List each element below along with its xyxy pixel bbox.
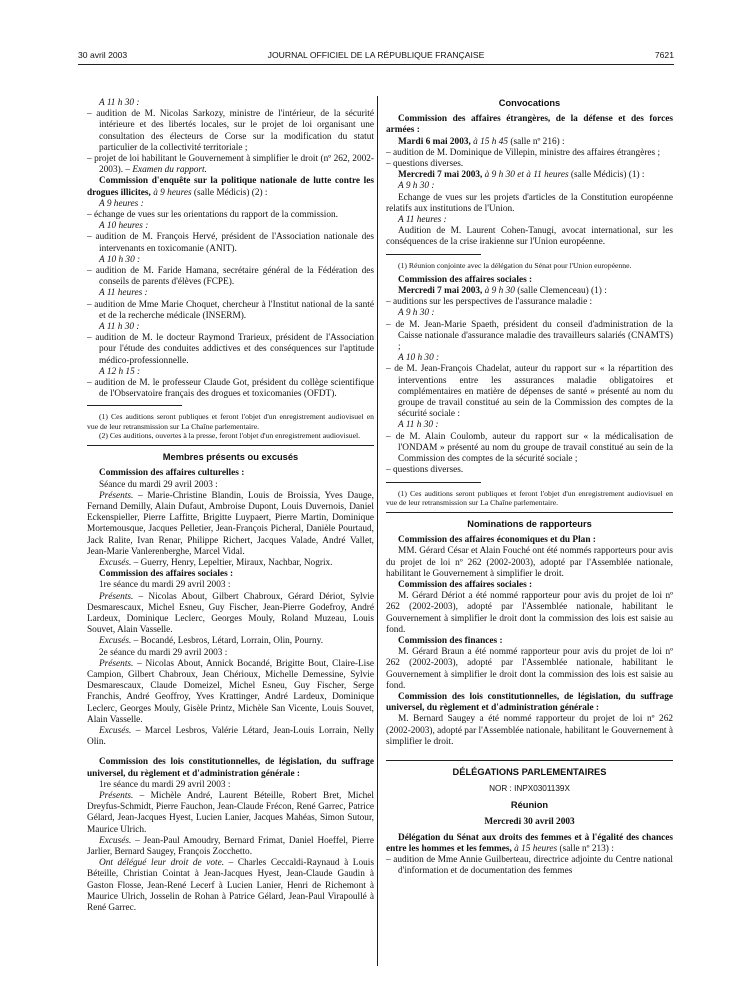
agenda-item: – audition de M. François Hervé, président de l'Association nationale des intervenants en toxicomanie (ANIT). <box>87 232 374 254</box>
header-date: 30 avril 2003 <box>78 50 128 60</box>
agenda-text: Echange de vues sur les projets d'articles de la Constitution européenne relatifs aux institutions de l'Union. <box>386 192 673 214</box>
time-label: A 11 heures : <box>398 215 447 226</box>
header-page-number: 7621 <box>654 50 674 60</box>
nomination-text: M. Bernard Saugey a été nommé rapporteur du projet de loi nº 262 (2002-2003), adopté par l'Assemblée nationale, habilitant le Gouvernement à simplifier le droit. <box>386 714 673 747</box>
social-schedule <box>386 308 673 465</box>
commission-heading: Commission des affaires étrangères, de la défense et des forces armées : <box>386 114 673 136</box>
agenda-item: – audition de M. le docteur Raymond Trarieux, président de l'Association pour l'étude des conduites addictives et des conséquences sur l'aptitude médico-professionnelle. <box>87 333 374 366</box>
time-label: A 9 h 30 : <box>398 308 435 319</box>
time-label: A 9 h 30 : <box>398 181 435 192</box>
agenda-item: – questions diverses. <box>386 159 464 170</box>
section-rule <box>386 512 673 513</box>
presents-list: Présents. – Nicolas About, Gilbert Chabroux, Gérard Dériot, Sylvie Desmarescaux, Michel Esneu, Guy Fischer, Jean-Pierre Godefroy, André Lardeux, Dominique Leclerc, Georges Mouly, Roland Muzeau, Louis Souvet, Alain Vasselle. <box>87 591 374 636</box>
presents-list: Présents. – Marie-Christine Blandin, Louis de Broissia, Yves Dauge, Fernand Demilly, Alain Dufaut, Ambroise Dupont, Louis Duvernois, Daniel Eckenspieller, Pierre Laffitte, Brigitte Luypaert, Pierre Martin, Dominique Mortemousque, Jacques Pelletier, Jean-François Picheral, Danièle Pourtaud, Jack Ralite, Ivan Renar, Philippe Richert, Jacques Valade, André Vallet, Jean-Marie Vanlerenberghe, Marcel Vidal. <box>87 490 374 557</box>
agenda-item: – échange de vues sur les orientations du rapport de la commission. <box>87 210 338 221</box>
section-heading-membres: Membres présents ou excusés <box>162 452 299 463</box>
presents-list: Présents. – Nicolas About, Annick Bocandé, Brigitte Bout, Claire-Lise Campion, Gilbert Chabroux, Jean Chérioux, Michelle Demessine, Sylvie Desmarescaux, Claude Domeizel, Michel Esneu, Guy Fischer, Serge Franchis, André Geoffroy, Yves Krattinger, André Lardeux, Dominique Leclerc, Georges Mouly, Gisèle Printz, Michèle San Vicente, Louis Souvet, Alain Vasselle. <box>87 658 374 725</box>
reunion-date: Mercredi 30 avril 2003 <box>484 816 575 827</box>
header-rule <box>78 64 674 65</box>
commission-heading: Commission des lois constitutionnelles, de législation, du suffrage universel, du règlement et d'administration générale : <box>386 691 673 714</box>
time-label: A 11 h 30 : <box>99 98 140 108</box>
presents-list: Présents. – Michèle André, Laurent Béteille, Robert Bret, Michel Dreyfus-Schmidt, Pierre Fauchon, Jean-Claude Frécon, René Garrec, Patrice Gélard, Jean-Jacques Hyest, Lucien Lanier, Jacques Mahéas, Simon Sutour, Maurice Ulrich. <box>87 790 374 835</box>
agenda-item: – de M. Jean-Marie Spaeth, président du conseil d'administration de la Caisse nationale d'assurance maladie des travailleurs salariés (CNAMTS) ; <box>386 319 673 353</box>
agenda-item: – audition de M. Dominique de Villepin, ministre des affaires étrangères ; <box>386 147 661 158</box>
nomination-text: M. Gérard Dériot a été nommé rapporteur pour avis du projet de loi nº 262 (2002-2003), adopté par l'Assemblée nationale, habilitant le Gouvernement à simplifier le droit dont la commission des lois est saisie au fond. <box>386 591 673 635</box>
footnote-rule <box>386 482 481 483</box>
footnote-rule <box>87 405 182 406</box>
agenda-item: – audition de M. Nicolas Sarkozy, ministre de l'intérieur, de la sécurité intérieure et des libertés locales, sur le projet de loi organisant une consultation des électeurs de Corse sur la modification du statut particulier de la collectivité territoriale ; <box>87 109 374 153</box>
column-divider <box>377 96 378 966</box>
time-label: A 12 h 15 : <box>99 366 141 377</box>
excuses-list: Excusés. – Marcel Lesbros, Valérie Létard, Jean-Louis Lorrain, Nelly Olin. <box>87 725 374 748</box>
left-column <box>87 98 374 914</box>
page-header <box>78 50 674 64</box>
nomination-text: MM. Gérard César et Alain Fouché ont été nommés rapporteurs pour avis du projet de loi nº 262 (2002-2003), adopté par l'Assemblée nationale, habilitant le Gouvernement à simplifier le droit. <box>386 546 673 579</box>
meeting-date: Mardi 6 mai 2003, à 15 h 45 (salle nº 216) : <box>398 136 565 147</box>
section-heading-convocations: Convocations <box>498 98 561 108</box>
section-rule <box>87 445 374 446</box>
commission-heading: Commission des affaires sociales : <box>99 569 234 580</box>
time-label: A 10 h 30 : <box>99 254 141 265</box>
agenda-text: Audition de M. Laurent Cohen-Tanugi, avocat international, sur les conséquences de la crise irakienne sur l'Union européenne. <box>386 226 673 248</box>
section-rule <box>386 760 673 761</box>
excuses-list: Excusés. – Bocandé, Lesbros, Létard, Lorrain, Olin, Pourny. <box>99 636 324 647</box>
footnote: (1) Ces auditions seront publiques et feront l'objet d'un enregistrement audiovisuel en vue de leur retransmission sur La Chaîne parlementaire. <box>87 412 374 431</box>
time-label: A 9 heures : <box>99 198 144 209</box>
agenda-item: – audition de Mme Annie Guilberteau, directrice adjointe du Centre national d'information et de documentation des femmes <box>386 855 673 877</box>
delegation-heading: Délégation du Sénat aux droits des femmes et à l'égalité des chances entre les hommes et les femmes, à 15 heures (salle nº 213) : <box>386 832 673 854</box>
agenda-item: – projet de loi habilitant le Gouvernement à simplifier le droit (nº 262, 2002-2003). – Examen du rapport. <box>87 154 374 176</box>
nor-reference: NOR : INPX0301139X <box>489 784 570 794</box>
time-label: A 10 heures : <box>99 221 149 232</box>
agenda-item: – de M. Jean-François Chadelat, auteur du rapport sur « la répartition des interventions entre les assurances maladie obligatoires et complémentaires en matière de dépenses de santé » présenté au nom du groupe de travail constitué au sein de la Commission des comptes de la sécurité sociale : <box>386 364 673 420</box>
time-label: A 11 h 30 : <box>99 322 140 333</box>
footnote: (2) Ces auditions, ouvertes à la presse, feront l'objet d'un enregistrement audiovisuel. <box>99 430 361 440</box>
seance-label: 2e séance du mardi 29 avril 2003 : <box>99 647 228 658</box>
nomination-text: M. Gérard Braun a été nommé rapporteur pour avis du projet de loi nº 262 (2002-2003), adopté par l'Assemblée nationale, habilitant le Gouvernement à simplifier le droit dont la commission des lois est saisie au fond. <box>386 647 673 691</box>
agenda-item: – audition de M. le professeur Claude Got, président du collège scientifique de l'Observatoire français des drogues et toxicomanies (OFDT). <box>87 378 374 400</box>
excuses-list: Excusés. – Guerry, Henry, Lepeltier, Miraux, Nachbar, Nogrix. <box>99 557 333 568</box>
agenda-item: – auditions sur les perspectives de l'assurance maladie : <box>386 297 593 308</box>
seance-label: 1re séance du mardi 29 avril 2003 : <box>99 779 231 790</box>
delegation-vote-list: Ont délégué leur droit de vote. – Charles Ceccaldi-Raynaud à Louis Béteille, Christian Cointat à Jean-Jacques Hyest, Jean-Claude Gaudin à Gaston Flosse, Jean-René Lecerf à Lucien Lanier, Henri de Richemont à Maurice Ulrich, Josselin de Rohan à Patrice Gélard, Jean-Paul Virapoullé à René Garrec. <box>87 858 374 914</box>
header-journal-title: JOURNAL OFFICIEL DE LA RÉPUBLIQUE FRANÇAISE <box>267 50 485 60</box>
commission-heading: Commission des affaires culturelles : <box>99 468 245 479</box>
commission-heading: Commission des affaires sociales : <box>398 274 533 285</box>
right-column <box>386 98 673 878</box>
enquete-heading: Commission d'enquête sur la politique nationale de lutte contre les drogues illicites, à 9 heures (salle Médicis) (2) : <box>87 176 374 198</box>
agenda-item: – audition de M. Faride Hamana, secrétaire général de la Fédération des conseils de parents d'élèves (FCPE). <box>87 266 374 288</box>
agenda-item: – de M. Alain Coulomb, auteur du rapport sur « la médicalisation de l'ONDAM » présenté au nom du groupe de travail constitué au sein de la Commission des comptes de la sécurité sociale ; <box>386 431 673 465</box>
commission-heading: Commission des lois constitutionnelles, de législation, du suffrage universel, du règlement et d'administration générale : <box>87 757 374 779</box>
section-heading-nominations: Nominations de rapporteurs <box>467 518 592 529</box>
time-label: A 11 heures : <box>99 288 148 299</box>
agenda-item: – questions diverses. <box>386 465 464 476</box>
meeting-date: Mercredi 7 mai 2003, à 9 h 30 et à 11 heures (salle Médicis) (1) : <box>398 170 645 181</box>
seance-label: 1re séance du mardi 29 avril 2003 : <box>99 580 231 591</box>
commission-heading: Commission des affaires sociales : <box>398 579 533 590</box>
excuses-list: Excusés. – Jean-Paul Amoudry, Bernard Frimat, Daniel Hoeffel, Pierre Jarlier, Bernard Saugey, François Zocchetto. <box>87 835 374 857</box>
footnote: (1) Ces auditions seront publiques et feront l'objet d'un enregistrement audiovisuel en vue de leur retransmission sur La Chaîne parlementaire. <box>386 488 673 507</box>
time-label: A 10 h 30 : <box>398 353 440 364</box>
footnote-rule <box>386 254 481 255</box>
section-heading-delegations: DÉLÉGATIONS PARLEMENTAIRES <box>452 766 607 777</box>
enquete-schedule <box>87 199 374 401</box>
footnote: (1) Réunion conjointe avec la délégation du Sénat pour l'Union européenne. <box>398 260 632 270</box>
meeting-date: Mercredi 7 mai 2003, à 9 h 30 (salle Clemenceau) (1) : <box>398 286 607 297</box>
commission-heading: Commission des finances : <box>398 635 503 646</box>
agenda-item: – audition de Mme Marie Choquet, chercheur à l'Institut national de la santé et de la recherche médicale (INSERM). <box>87 299 374 321</box>
commission-heading: Commission des affaires économiques et du Plan : <box>398 535 596 546</box>
reunion-heading: Réunion <box>510 800 549 811</box>
time-label: A 11 h 30 : <box>398 420 439 431</box>
seance-label: Séance du mardi 29 avril 2003 : <box>99 479 218 490</box>
